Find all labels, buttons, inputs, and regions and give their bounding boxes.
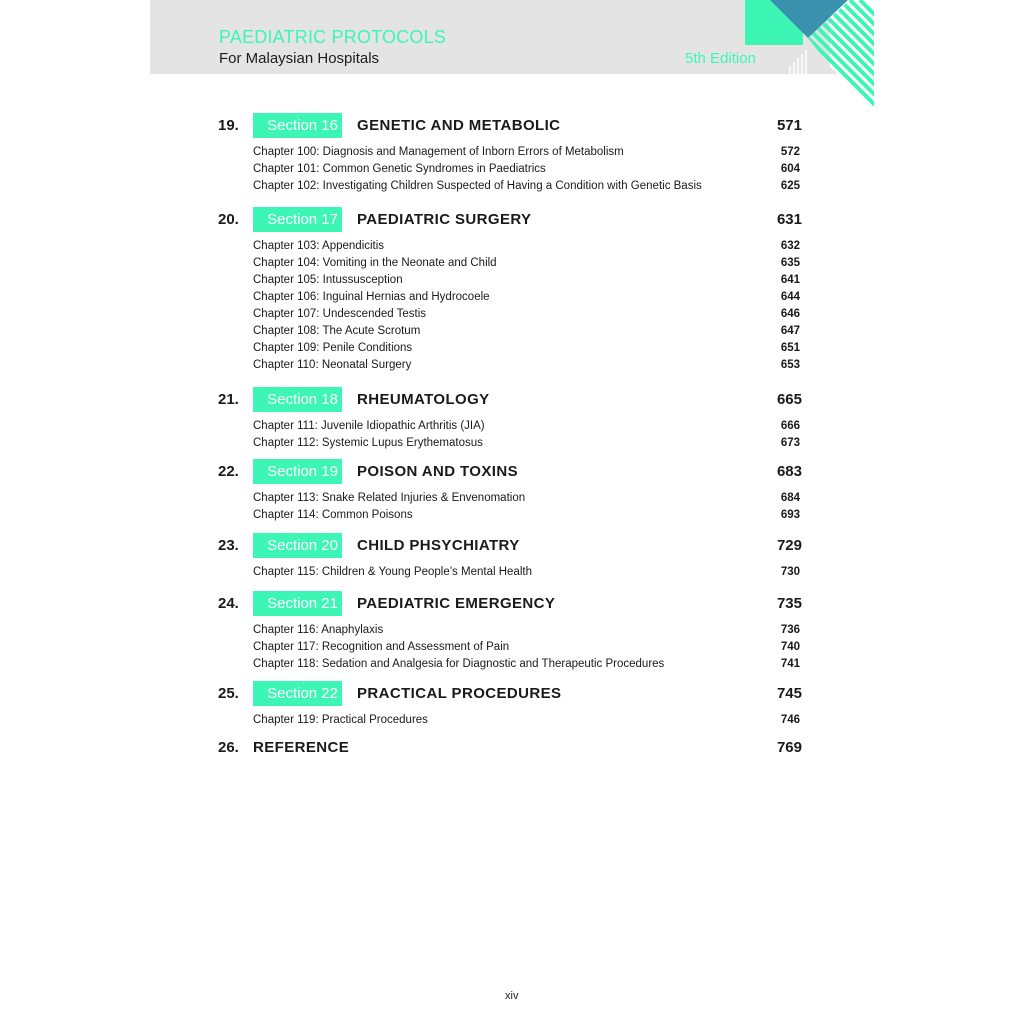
chapter-page: 746: [780, 714, 800, 726]
chapter-page: 693: [780, 509, 800, 521]
chapter-title[interactable]: Chapter 115: Children & Young People’s Mental Health: [253, 566, 532, 578]
section-page: 631: [776, 211, 802, 228]
book-subtitle: For Malaysian Hospitals: [219, 50, 380, 67]
toc-chapter-row[interactable]: [253, 714, 802, 731]
toc-chapter-row[interactable]: [253, 509, 802, 526]
section-badge: Section 22: [253, 681, 342, 706]
chapter-page: 673: [780, 437, 800, 449]
book-title: PAEDIATRIC PROTOCOLS: [219, 27, 447, 47]
chapter-title[interactable]: Chapter 101: Common Genetic Syndromes in Paediatrics: [253, 163, 546, 175]
section-title[interactable]: GENETIC AND METABOLIC: [357, 117, 561, 134]
chapter-title[interactable]: Chapter 107: Undescended Testis: [253, 308, 427, 320]
chapter-page: 730: [780, 566, 800, 578]
chapter-page: 632: [780, 240, 800, 252]
toc-chapter-row[interactable]: [253, 342, 802, 359]
section-badge: Section 19: [253, 459, 342, 484]
toc-chapter-row[interactable]: [253, 274, 802, 291]
chapter-page: 646: [780, 308, 800, 320]
chapter-title[interactable]: Chapter 102: Investigating Children Suspected of Having a Condition with Genetic Basis: [253, 180, 702, 192]
chapter-title[interactable]: Chapter 103: Appendicitis: [253, 240, 385, 252]
section-number: 21.: [218, 391, 239, 408]
chapter-title[interactable]: Chapter 105: Intussusception: [253, 274, 403, 286]
toc-chapter-row[interactable]: [253, 641, 802, 658]
chapter-title[interactable]: Chapter 113: Snake Related Injuries & Envenomation: [253, 492, 526, 504]
section-title[interactable]: POISON AND TOXINS: [357, 463, 518, 480]
toc-chapter-row[interactable]: [253, 420, 802, 437]
toc-chapter-row[interactable]: [253, 325, 802, 342]
section-badge: Section 16: [253, 113, 342, 138]
chapter-title[interactable]: Chapter 114: Common Poisons: [253, 509, 413, 521]
chapter-page: 635: [780, 257, 800, 269]
edition-label: 5th Edition: [685, 50, 756, 67]
section-number: 23.: [218, 537, 239, 554]
header-band: [150, 0, 830, 74]
chapter-title[interactable]: Chapter 110: Neonatal Surgery: [253, 359, 412, 371]
toc-section-row[interactable]: [218, 387, 802, 413]
chapter-title[interactable]: Chapter 111: Juvenile Idiopathic Arthritis (JIA): [253, 420, 485, 432]
section-page: 769: [776, 739, 802, 756]
section-title[interactable]: RHEUMATOLOGY: [357, 391, 490, 408]
chapter-title[interactable]: Chapter 104: Vomiting in the Neonate and Child: [253, 257, 497, 269]
section-page: 571: [776, 117, 802, 134]
chapter-title[interactable]: Chapter 116: Anaphylaxis: [253, 624, 384, 636]
section-page: 683: [776, 463, 802, 480]
document-page: [150, 0, 874, 1024]
toc-chapter-row[interactable]: [253, 437, 802, 454]
chapter-page: 740: [780, 641, 800, 653]
section-badge: Section 20: [253, 533, 342, 558]
section-page: 665: [776, 391, 802, 408]
chapter-page: 641: [780, 274, 800, 286]
chapter-page: 666: [780, 420, 800, 432]
chapter-title[interactable]: Chapter 106: Inguinal Hernias and Hydrocoele: [253, 291, 490, 303]
section-badge: Section 17: [253, 207, 342, 232]
corner-decoration-icon: [740, 0, 874, 110]
chapter-title[interactable]: Chapter 117: Recognition and Assessment of Pain: [253, 641, 510, 653]
section-number: 25.: [218, 685, 239, 702]
toc-chapter-row[interactable]: [253, 163, 802, 180]
toc-chapter-row[interactable]: [253, 257, 802, 274]
toc-chapter-row[interactable]: [253, 658, 802, 675]
section-number: 22.: [218, 463, 239, 480]
chapter-page: 572: [780, 146, 800, 158]
chapter-title[interactable]: Chapter 112: Systemic Lupus Erythematosus: [253, 437, 483, 449]
toc-chapter-row[interactable]: [253, 624, 802, 641]
toc-chapter-row[interactable]: [253, 566, 802, 583]
chapter-page: 644: [780, 291, 800, 303]
chapter-page: 684: [780, 492, 800, 504]
toc-section-row[interactable]: [218, 681, 802, 707]
section-badge: Section 18: [253, 387, 342, 412]
section-page: 729: [776, 537, 802, 554]
toc-chapter-row[interactable]: [253, 180, 802, 197]
section-number: 24.: [218, 595, 239, 612]
section-title[interactable]: PAEDIATRIC SURGERY: [357, 211, 532, 228]
section-page: 735: [776, 595, 802, 612]
section-page: 745: [776, 685, 802, 702]
toc-section-row[interactable]: [218, 207, 802, 233]
chapter-page: 604: [780, 163, 800, 175]
section-title[interactable]: REFERENCE: [253, 739, 350, 756]
section-number: 19.: [218, 117, 239, 134]
section-title[interactable]: PAEDIATRIC EMERGENCY: [357, 595, 556, 612]
chapter-page: 647: [780, 325, 800, 337]
toc-reference-row[interactable]: [218, 735, 802, 761]
section-number: 26.: [218, 739, 239, 756]
page-number: xiv: [505, 990, 519, 1002]
chapter-title[interactable]: Chapter 109: Penile Conditions: [253, 342, 413, 354]
toc-chapter-row[interactable]: [253, 146, 802, 163]
toc-chapter-row[interactable]: [253, 291, 802, 308]
toc-section-row[interactable]: [218, 113, 802, 139]
toc-section-row[interactable]: [218, 591, 802, 617]
toc-section-row[interactable]: [218, 533, 802, 559]
chapter-title[interactable]: Chapter 119: Practical Procedures: [253, 714, 428, 726]
section-badge: Section 21: [253, 591, 342, 616]
section-title[interactable]: PRACTICAL PROCEDURES: [357, 685, 562, 702]
toc-chapter-row[interactable]: [253, 308, 802, 325]
section-title[interactable]: CHILD PHSYCHIATRY: [357, 537, 520, 554]
toc-chapter-row[interactable]: [253, 359, 802, 376]
chapter-page: 653: [780, 359, 800, 371]
toc-chapter-row[interactable]: [253, 240, 802, 257]
chapter-title[interactable]: Chapter 118: Sedation and Analgesia for Diagnostic and Therapeutic Procedures: [253, 658, 665, 670]
chapter-page: 741: [780, 658, 800, 670]
chapter-title[interactable]: Chapter 100: Diagnosis and Management of Inborn Errors of Metabolism: [253, 146, 624, 158]
section-number: 20.: [218, 211, 239, 228]
chapter-title[interactable]: Chapter 108: The Acute Scrotum: [253, 325, 421, 337]
toc-section-row[interactable]: [218, 459, 802, 485]
chapter-page: 625: [780, 180, 800, 192]
toc-chapter-row[interactable]: [253, 492, 802, 509]
chapter-page: 651: [780, 342, 800, 354]
chapter-page: 736: [780, 624, 800, 636]
